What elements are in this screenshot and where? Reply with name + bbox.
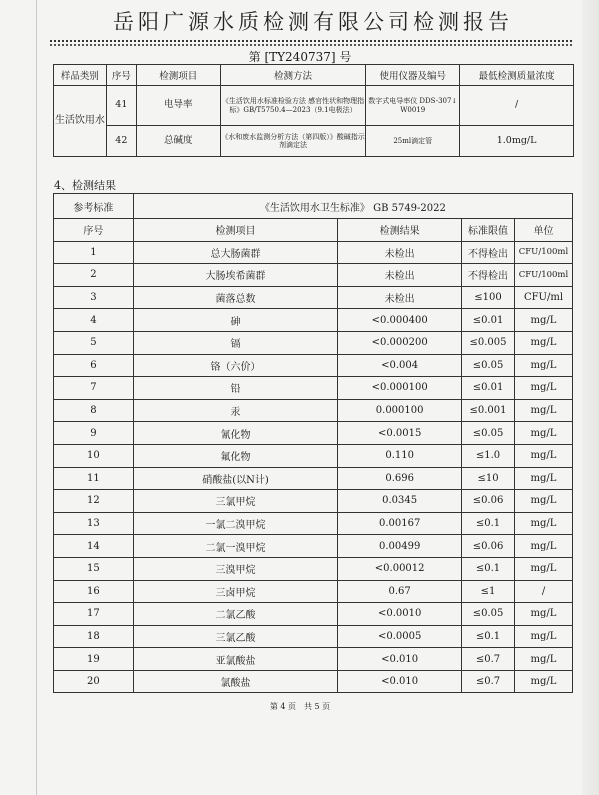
row-no: 20 [54,670,134,693]
row-no: 3 [54,286,134,309]
sample-category-cell: 生活饮用水 [54,86,107,157]
row-limit: 不得检出 [462,264,515,287]
row-limit: ≤0.06 [462,535,515,558]
row-result: 未检出 [338,241,462,264]
results-body [54,241,573,693]
header-divider [50,40,572,42]
table-row [54,331,573,354]
row-result: 0.696 [338,467,462,490]
methods-table [53,64,574,157]
row-item: 总碱度 [136,126,220,157]
table-row [54,241,573,264]
col-header-unit: 单位 [515,219,573,242]
row-unit: mg/L [515,603,573,626]
col-header-method: 检测方法 [220,65,366,86]
row-result: <0.004 [338,354,462,377]
row-unit: mg/L [515,467,573,490]
row-unit: mg/L [515,625,573,648]
row-result: 0.67 [338,580,462,603]
header-divider-2 [50,44,572,46]
table-row [54,399,573,422]
row-result: <0.0010 [338,603,462,626]
table-row [54,625,573,648]
row-limit: ≤0.05 [462,603,515,626]
row-no: 18 [54,625,134,648]
row-unit: / [515,580,573,603]
row-result: 未检出 [338,286,462,309]
row-no: 11 [54,467,134,490]
row-limit: ≤0.01 [462,309,515,332]
table-row [54,444,573,467]
col-header-item: 检测项目 [136,65,220,86]
row-limit: ≤0.7 [462,648,515,671]
table-row [54,354,573,377]
row-result: <0.0005 [338,625,462,648]
row-item: 菌落总数 [133,286,337,309]
row-unit: mg/L [515,399,573,422]
col-header-result: 检测结果 [338,219,462,242]
row-unit: mg/L [515,670,573,693]
table-row [54,86,574,126]
row-no: 9 [54,422,134,445]
row-item: 三氯乙酸 [133,625,337,648]
row-unit: mg/L [515,490,573,513]
row-item: 二氯乙酸 [133,603,337,626]
row-result: <0.000400 [338,309,462,332]
row-no: 19 [54,648,134,671]
row-item: 二氯一溴甲烷 [133,535,337,558]
row-unit: CFU/100ml [515,241,573,264]
row-result: <0.010 [338,648,462,671]
reference-standard-row [54,194,573,219]
row-item: 铅 [133,377,337,400]
row-limit: ≤0.7 [462,670,515,693]
row-limit: ≤1 [462,580,515,603]
row-item: 大肠埃希菌群 [133,264,337,287]
col-header-no: 序号 [54,219,134,242]
row-no: 5 [54,331,134,354]
row-no: 1 [54,241,134,264]
row-limit: ≤0.1 [462,557,515,580]
row-limit: ≤0.05 [462,354,515,377]
report-number [200,48,400,64]
table-row [54,535,573,558]
row-item: 氯酸盐 [133,670,337,693]
row-unit: mg/L [515,512,573,535]
row-unit: mg/L [515,377,573,400]
table-row [54,648,573,671]
row-unit: mg/L [515,309,573,332]
row-item: 总大肠菌群 [133,241,337,264]
row-limit: ≤0.06 [462,490,515,513]
row-unit: CFU/100ml [515,264,573,287]
row-result: 0.00499 [338,535,462,558]
row-no: 42 [106,126,136,157]
row-item: 三氯甲烷 [133,490,337,513]
row-unit: mg/L [515,422,573,445]
row-unit: mg/L [515,444,573,467]
row-limit: ≤0.1 [462,625,515,648]
row-result: 0.00167 [338,512,462,535]
page-edge-shadow [582,0,599,795]
row-unit: CFU/ml [515,286,573,309]
row-method: 《水和废水监测分析方法（第四版）》酸碱指示剂滴定法 [220,126,366,157]
row-instrument: 25ml滴定管 [366,126,460,157]
row-no: 13 [54,512,134,535]
row-result: 0.110 [338,444,462,467]
row-item: 硝酸盐(以N计) [133,467,337,490]
table-row [54,309,573,332]
row-item: 三溴甲烷 [133,557,337,580]
row-item: 三卤甲烷 [133,580,337,603]
row-no: 7 [54,377,134,400]
row-limit: 不得检出 [462,241,515,264]
table-row [54,580,573,603]
row-result: <0.000100 [338,377,462,400]
table-row [54,603,573,626]
col-header-min-conc: 最低检测质量浓度 [460,65,574,86]
row-limit: ≤100 [462,286,515,309]
table-row [54,422,573,445]
binding-margin-line [36,0,37,795]
row-unit: mg/L [515,354,573,377]
row-result: <0.00012 [338,557,462,580]
table-row [54,286,573,309]
col-header-instrument: 使用仪器及编号 [366,65,460,86]
row-result: 0.0345 [338,490,462,513]
row-limit: ≤0.1 [462,512,515,535]
row-limit: ≤0.01 [462,377,515,400]
row-item: 铬（六价） [133,354,337,377]
row-limit: ≤1.0 [462,444,515,467]
row-unit: mg/L [515,557,573,580]
row-unit: mg/L [515,331,573,354]
row-method: 《生活饮用水标准检验方法 感官性状和物理指标》GB/T5750.4—2023（9.1电极法） [220,86,366,126]
row-no: 10 [54,444,134,467]
row-no: 8 [54,399,134,422]
methods-table-header-row [54,65,574,86]
row-unit: mg/L [515,648,573,671]
table-row [54,377,573,400]
row-item: 镉 [133,331,337,354]
row-item: 一氯二溴甲烷 [133,512,337,535]
reference-standard-value: 《生活饮用水卫生标准》 GB 5749-2022 [133,194,572,219]
row-item: 砷 [133,309,337,332]
row-no: 12 [54,490,134,513]
results-header-row [54,219,573,242]
table-row [54,126,574,157]
row-item: 汞 [133,399,337,422]
table-row [54,467,573,490]
row-result: <0.010 [338,670,462,693]
table-row [54,557,573,580]
results-section-title: 4、检测结果 [54,179,116,192]
report-number-value: [TY240737] [264,50,336,64]
row-item: 亚氯酸盐 [133,648,337,671]
row-item: 氰化物 [133,422,337,445]
results-table [53,193,573,693]
col-header-sample-category: 样品类别 [54,65,107,86]
row-no: 4 [54,309,134,332]
row-no: 17 [54,603,134,626]
page-footer: 第 4 页 共 5 页 [269,702,331,711]
row-no: 41 [106,86,136,126]
row-no: 16 [54,580,134,603]
row-result: <0.000200 [338,331,462,354]
row-item: 电导率 [136,86,220,126]
row-limit: ≤0.05 [462,422,515,445]
row-limit: ≤0.001 [462,399,515,422]
row-unit: mg/L [515,535,573,558]
row-result: 0.000100 [338,399,462,422]
report-header-title: 岳阳广源水质检测有限公司检测报告 [113,10,513,34]
table-row [54,264,573,287]
row-result: 未检出 [338,264,462,287]
row-min-conc: / [460,86,574,126]
row-min-conc: 1.0mg/L [460,126,574,157]
row-result: <0.0015 [338,422,462,445]
row-no: 2 [54,264,134,287]
row-no: 14 [54,535,134,558]
row-limit: ≤10 [462,467,515,490]
table-row [54,512,573,535]
row-no: 6 [54,354,134,377]
row-instrument: 数字式电导率仪 DDS-307↓ W0019 [366,86,460,126]
table-row [54,670,573,693]
col-header-no: 序号 [106,65,136,86]
report-number-prefix: 第 [248,50,261,64]
table-row [54,490,573,513]
col-header-limit: 标准限值 [462,219,515,242]
row-no: 15 [54,557,134,580]
row-limit: ≤0.005 [462,331,515,354]
row-item: 氟化物 [133,444,337,467]
reference-standard-label: 参考标准 [54,194,134,219]
report-number-suffix: 号 [339,50,352,64]
col-header-item: 检测项目 [133,219,337,242]
